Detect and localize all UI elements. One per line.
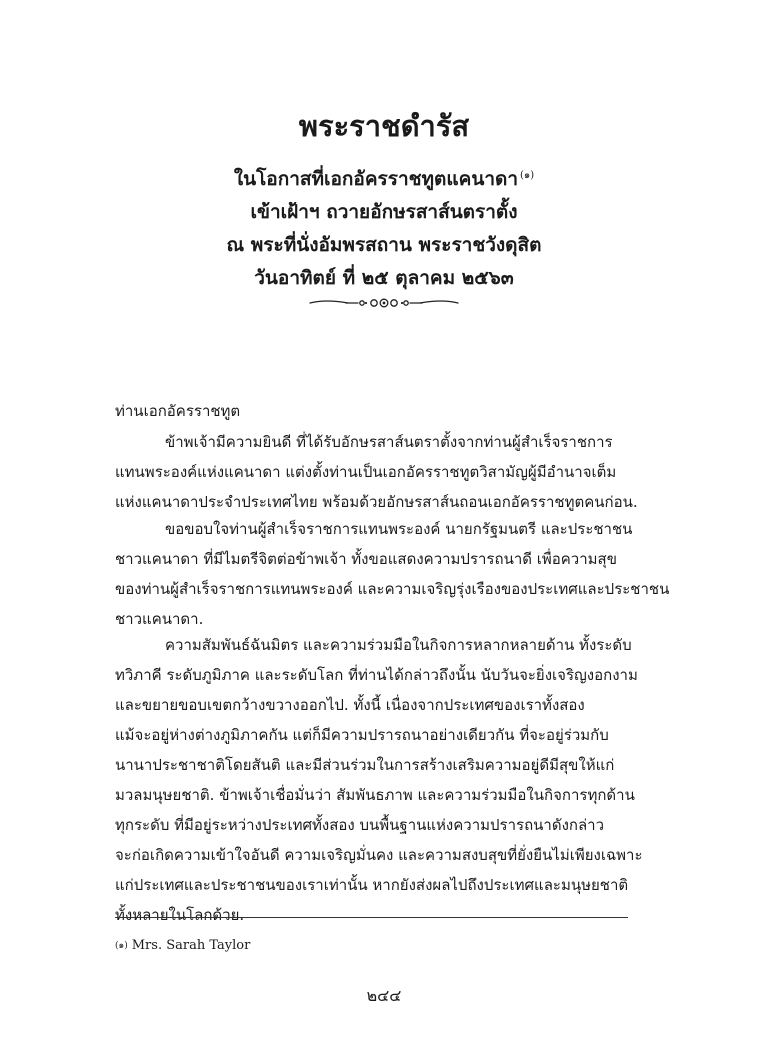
paragraph-line: และขยายขอบเขตกว้างขวางออกไป. ทั้งนี้ เนื่องจากประเทศของเราทั้งสอง <box>115 696 585 714</box>
footnote-reference: (๑) <box>520 170 535 181</box>
paragraph-line: ชาวแคนาดา ที่มีไมตรีจิตต่อข้าพเจ้า ทั้งขอแสดงความปรารถนาดี เพื่อความสุข <box>115 550 617 568</box>
paragraph-line: แทนพระองค์แห่งแคนาดา แต่งตั้งท่านเป็นเอกอัครราชทูตวิสามัญผู้มีอำนาจเต็ม <box>115 463 617 481</box>
footnote-text: Mrs. Sarah Taylor <box>131 938 251 953</box>
page-title: พระราชดำรัส <box>298 109 470 143</box>
paragraph-line: ข้าพเจ้ามีความยินดี ที่ได้รับอักษรสาส์นตราตั้งจากท่านผู้สำเร็จราชการ <box>165 433 613 451</box>
paragraph-line: ความสัมพันธ์ฉันมิตร และความร่วมมือในกิจการหลากหลายด้าน ทั้งระดับ <box>165 636 632 654</box>
paragraph-line: แม้จะอยู่ห่างต่างภูมิภาคกัน แต่ก็มีความปรารถนาอย่างเดียวกัน ที่จะอยู่ร่วมกับ <box>115 726 609 744</box>
paragraph-line: ทุกระดับ ที่มีอยู่ระหว่างประเทศทั้งสอง บนพื้นฐานแห่งความปรารถนาดังกล่าว <box>115 816 605 834</box>
footnote <box>115 937 250 955</box>
paragraph-line: ชาวแคนาดา. <box>115 610 204 628</box>
subtitle-line-occasion: ในโอกาสที่เอกอัครราชทูตแคนาดา $^{(๑)}$ <box>233 168 535 190</box>
paragraph-line: จะก่อเกิดความเข้าใจอันดี ความเจริญมั่นคง และความสงบสุขที่ยั่งยืนไม่เพียงเฉพาะ <box>115 846 643 864</box>
ornament-divider <box>304 293 464 313</box>
paragraph-relations <box>115 630 643 930</box>
paragraph-line: ขอขอบใจท่านผู้สำเร็จราชการแทนพระองค์ นายกรัฐมนตรี และประชาชน <box>165 520 633 538</box>
subtitle-line-venue: ณ พระที่นั่งอัมพรสถาน พระราชวังดุสิต <box>226 234 542 256</box>
paragraph-line: ทวิภาคี ระดับภูมิภาค และระดับโลก ที่ท่านได้กล่าวถึงนั้น นับวันจะยิ่งเจริญงอกงาม <box>115 666 638 684</box>
footnote-divider <box>115 917 628 918</box>
paragraph-line: มวลมนุษยชาติ. ข้าพเจ้าเชื่อมั่นว่า สัมพันธภาพ และความร่วมมือในกิจการทุกด้าน <box>115 786 635 804</box>
footnote-marker: (๑) <box>115 941 128 951</box>
salutation: ท่านเอกอัครราชทูต <box>115 402 241 420</box>
paragraph-line: ของท่านผู้สำเร็จราชการแทนพระองค์ และความเจริญรุ่งเรืองของประเทศและประชาชน <box>115 580 670 598</box>
paragraph-thanks <box>115 514 670 634</box>
subtitle-block <box>0 163 768 295</box>
subtitle-line-audience: เข้าเฝ้าฯ ถวายอักษรสาส์นตราตั้ง <box>250 201 518 223</box>
paragraph-line: ทั้งหลายในโลกด้วย. <box>115 906 245 924</box>
paragraph-line: แก่ประเทศและประชาชนของเราเท่านั้น หากยังส่งผลไปถึงประเทศและมนุษยชาติ <box>115 876 629 894</box>
paragraph-line: แห่งแคนาดาประจำประเทศไทย พร้อมด้วยอักษรสาส์นถอนเอกอัครราชทูตคนก่อน. <box>115 493 638 511</box>
subtitle-line-date: วันอาทิตย์ ที่ ๒๕ ตุลาคม ๒๕๖๓ <box>254 267 514 289</box>
paragraph-appointment <box>115 427 638 517</box>
page-number: ๒๔๔ <box>366 986 402 1005</box>
paragraph-line: นานาประชาชาติโดยสันติ และมีส่วนร่วมในการสร้างเสริมความอยู่ดีมีสุขให้แก่ <box>115 756 615 774</box>
